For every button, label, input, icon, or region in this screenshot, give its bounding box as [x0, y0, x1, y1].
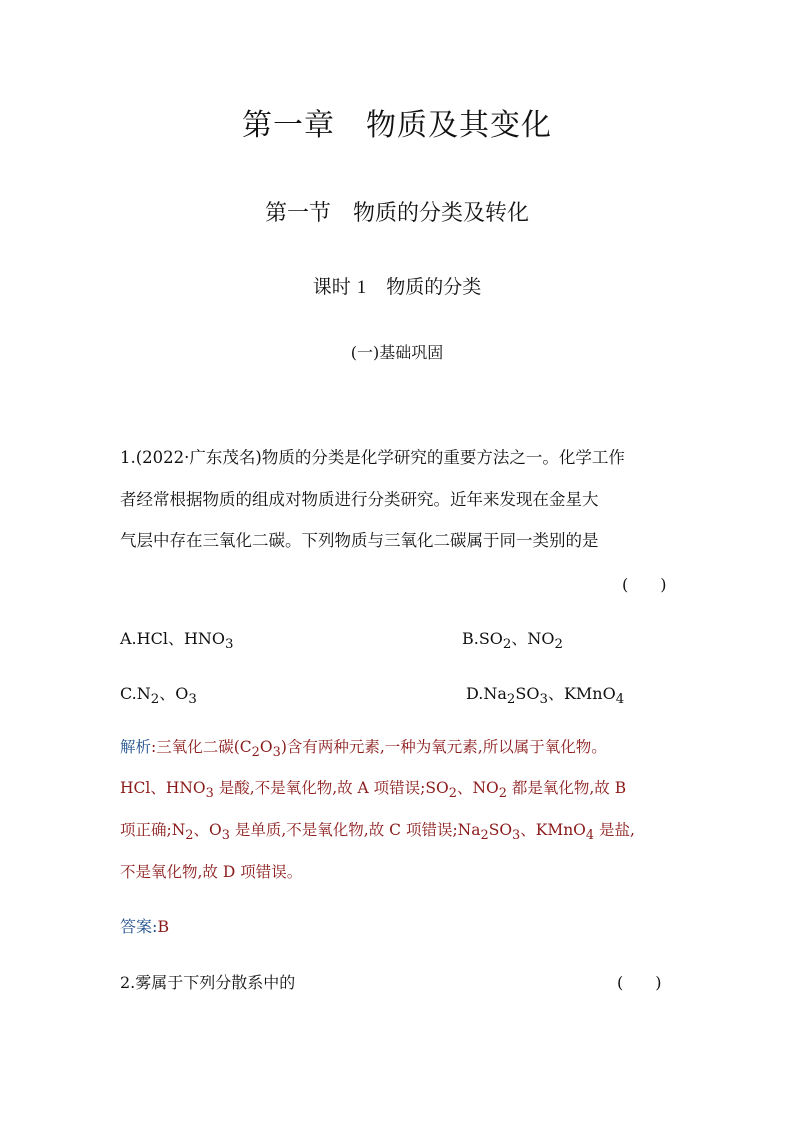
q1-line-2: 者经常根据物质的组成对物质进行分类研究。近年来发现在金星大: [120, 490, 599, 509]
subsection-title: (一)基础巩固: [350, 343, 444, 362]
q1-answer-blank: ( ): [622, 575, 667, 594]
lesson-prefix: 课时: [312, 276, 351, 298]
q2-text: 2.雾属于下列分散系中的: [120, 973, 296, 992]
analysis-label: 解析: [120, 738, 152, 756]
q2-answer-blank: ( ): [617, 973, 662, 992]
section-title: 第一节 物质的分类及转化: [264, 201, 529, 226]
analysis-line-3: 项正确$;N_2$、$O_3$ 是单质,不是氧化物,故 C 项错误$;Na_2SO_3$、KMnO$_4$ 是盐,: [120, 821, 635, 844]
answer-line: 答案:B: [120, 917, 170, 936]
q1-option-b: $B.SO_2$、$NO_2$: [462, 629, 564, 653]
lesson-number: 1: [356, 277, 367, 298]
q1-line-3: 气层中存在三氧化二碳。下列物质与三氧化二碳属于同一类别的是: [120, 531, 599, 550]
q1-option-d: $D.Na_2SO_3$、KMnO$_4$: [466, 684, 625, 708]
analysis-line-1: 解析:三氧化二碳$(C_2O_3)$含有两种元素,一种为氧元素,所以属于氧化物。: [120, 738, 607, 761]
answer-value: B: [157, 917, 170, 936]
chapter-title: 第一章 物质及其变化: [242, 108, 552, 143]
lesson-title: [0, 272, 794, 299]
lesson-name: 物质的分类: [386, 276, 482, 298]
analysis-line-4: 不是氧化物,故 D 项错误。: [120, 863, 303, 881]
q1-option-a: A.HCl、$HNO_3$: [120, 629, 234, 653]
q1-line-1: 1.(2022·广东茂名)物质的分类是化学研究的重要方法之一。化学工作: [120, 448, 625, 467]
q1-option-c: $C.N_2$、$O_3$: [120, 684, 197, 708]
analysis-line-2: HCl、$HNO_3$ 是酸,不是氧化物,故 A 项错误$;SO_2$、$NO_2$ 都是氧化物,故 B: [120, 779, 627, 802]
answer-label: 答案: [120, 917, 153, 936]
